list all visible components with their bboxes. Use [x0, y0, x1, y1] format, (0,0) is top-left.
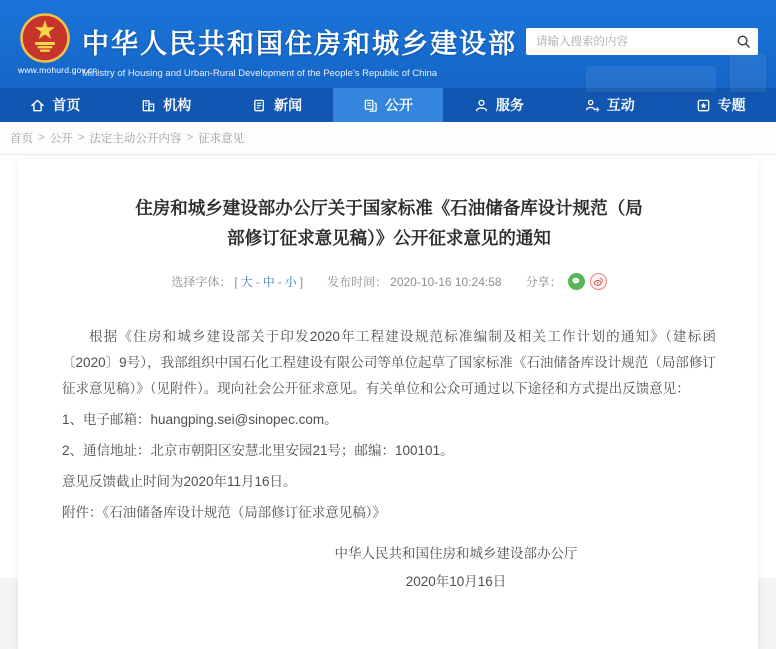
breadcrumb-separator: > [186, 132, 194, 144]
breadcrumb [0, 122, 776, 155]
publish-time-label: 发布时间： [327, 275, 388, 289]
font-size-large-button[interactable]: 大 [240, 275, 253, 289]
site-title: 中华人民共和国住房和城乡建设部 [82, 29, 517, 59]
signature-block [316, 540, 596, 596]
signature-date: 2020年10月16日 [405, 574, 507, 589]
paragraph: 根据《住房和城乡建设部关于印发2020年工程建设规范标准编制及相关工作计划的通知》（建标函〔2020〕9号），我部组织中国石化工程建设有限公司等单位起草了国家标准《石油储备库设计规范（局部修订征求意见稿）》（见附件）。现向社会公开征求意见。有关单位和公众可通过以下途径和方式提出反馈意见： [62, 329, 716, 396]
share-group [526, 273, 607, 290]
nav-label: 机构 [163, 97, 192, 113]
nav-item-organization[interactable] [111, 88, 222, 122]
topics-icon [696, 98, 711, 113]
search-button[interactable] [728, 28, 758, 55]
organization-icon [141, 98, 156, 113]
breadcrumb-item-comments[interactable]: 征求意见 [198, 133, 245, 145]
wechat-share-icon[interactable] [568, 273, 585, 290]
paragraph-address: 2、通信地址：北京市朝阳区安慧北里安园21号；邮编：100101。 [62, 443, 454, 458]
nav-item-service[interactable] [443, 88, 554, 122]
nav-label: 公开 [385, 97, 413, 113]
nav-item-disclosure[interactable] [333, 88, 444, 122]
breadcrumb-separator: > [38, 132, 45, 144]
nav-item-news[interactable] [222, 88, 333, 122]
article-meta [62, 273, 716, 290]
emblem-block [18, 13, 98, 75]
paragraph-attachment: 附件：《石油储备库设计规范（局部修订征求意见稿）》 [62, 505, 386, 520]
bracket: [ [234, 274, 238, 289]
weibo-share-icon[interactable] [590, 273, 607, 290]
site-identity [82, 22, 517, 79]
font-size-label: 选择字体： [171, 275, 232, 289]
nav-label: 互动 [606, 97, 635, 113]
site-url: www.mohurd.gov.cn [18, 65, 98, 75]
breadcrumb-separator: > [77, 132, 85, 144]
nav-label: 新闻 [274, 97, 303, 113]
nav-label: 专题 [717, 97, 746, 113]
search-icon [736, 34, 751, 49]
paragraph-email: 1、电子邮箱：huangping.sei@sinopec.com。 [62, 412, 338, 427]
article-body [62, 324, 716, 526]
news-icon [252, 98, 267, 113]
signature-issuer: 中华人民共和国住房和城乡建设部办公厅 [334, 546, 578, 561]
nav-item-home[interactable] [0, 88, 111, 122]
font-size-selector [171, 273, 303, 290]
nav-item-interaction[interactable] [554, 88, 665, 122]
search-input[interactable] [526, 28, 728, 55]
nav-label: 服务 [495, 97, 524, 113]
site-subtitle: Ministry of Housing and Urban-Rural Development of the People's Republic of China [82, 68, 438, 79]
home-icon [30, 98, 45, 113]
search-box [526, 28, 758, 55]
nav-item-topics[interactable] [665, 88, 776, 122]
service-icon [474, 98, 489, 113]
dash: - [277, 274, 282, 289]
breadcrumb-item-home[interactable]: 首页 [10, 133, 33, 145]
dash: - [255, 274, 260, 289]
main-nav [0, 88, 776, 122]
article-card [18, 159, 758, 649]
breadcrumb-item-statutory[interactable]: 法定主动公开内容 [89, 133, 182, 145]
share-icons [568, 273, 607, 290]
paragraph-deadline: 意见反馈截止时间为2020年11月16日。 [62, 474, 297, 489]
font-size-medium-button[interactable]: 中 [262, 275, 275, 289]
share-label: 分享： [525, 275, 562, 289]
interaction-icon [585, 98, 600, 113]
national-emblem-icon [20, 13, 70, 63]
disclosure-icon [363, 98, 378, 113]
publish-time-value: 2020-10-16 10:24:58 [390, 274, 502, 289]
font-size-small-button[interactable]: 小 [284, 275, 297, 289]
article-title: 住房和城乡建设部办公厅关于国家标准《石油储备库设计规范（局部修订征求意见稿）》公开征求意见的通知 [135, 198, 643, 248]
bracket: ] [299, 274, 304, 289]
site-header [0, 0, 776, 88]
publish-time-group [327, 273, 501, 290]
building-silhouette-decoration [730, 54, 766, 92]
breadcrumb-item-disclosure[interactable]: 公开 [49, 133, 73, 145]
nav-label: 首页 [52, 97, 81, 113]
building-silhouette-decoration [586, 66, 716, 92]
